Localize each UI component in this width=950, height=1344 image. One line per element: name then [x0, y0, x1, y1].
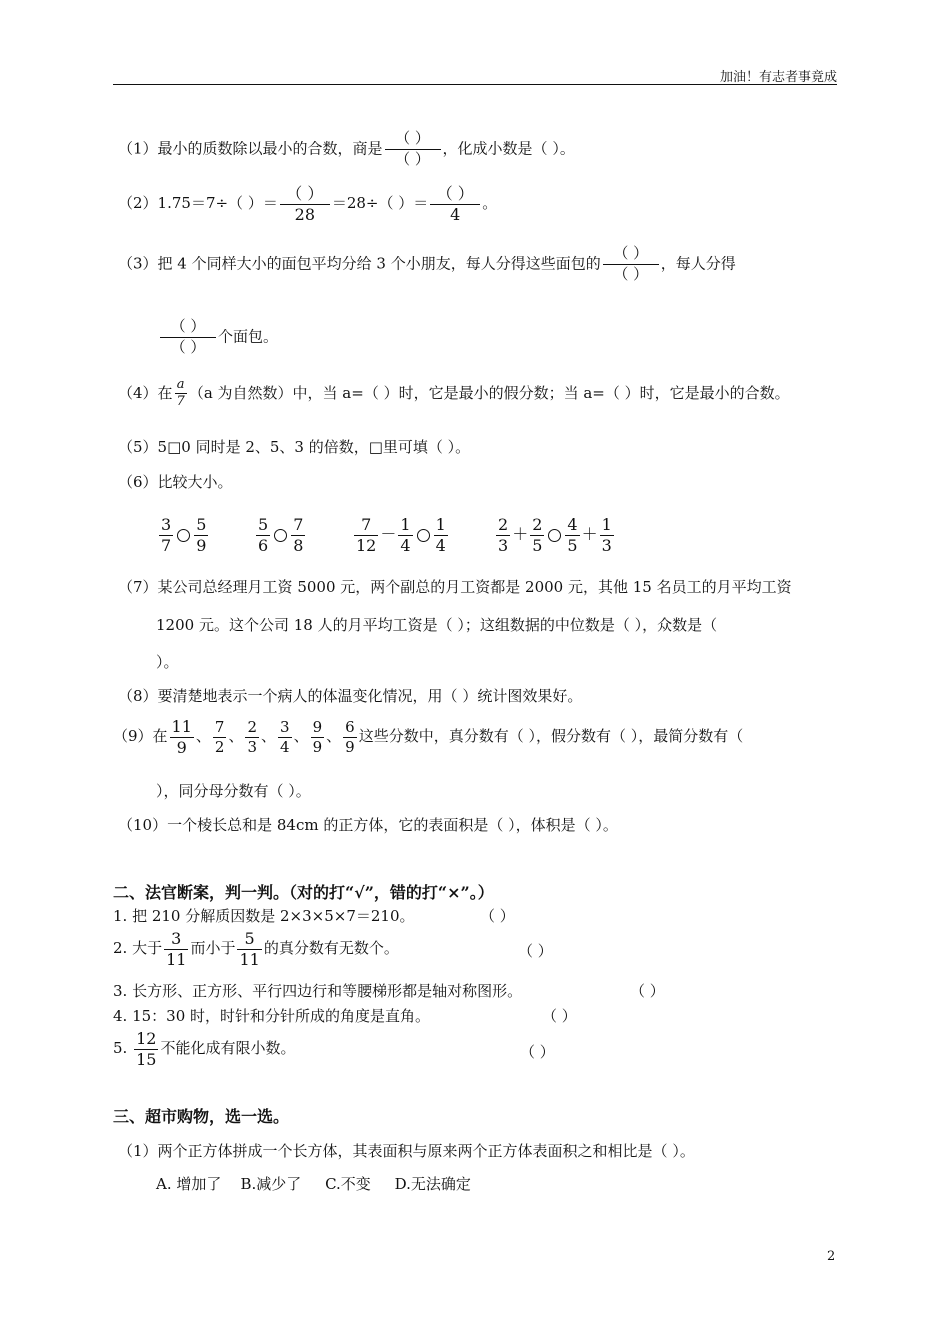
- denominator: 9: [176, 737, 187, 757]
- numerator: 3: [161, 515, 172, 534]
- numerator: 1: [400, 515, 411, 534]
- judge-answer-3[interactable]: （ ）: [630, 982, 665, 1000]
- compare-circle[interactable]: [274, 529, 287, 542]
- denominator: （ ）: [395, 150, 430, 168]
- q9-text-a: （9）在: [113, 727, 168, 746]
- q4-text-b: （a 为自然数）中，当 a=（ ）时，它是最小的假分数；当 a=（ ）时，它是最小的合数。: [188, 383, 790, 402]
- numerator: 11: [171, 717, 192, 736]
- q1-text: （1）最小的质数除以最小的合数，商是: [118, 139, 383, 158]
- fraction: [278, 719, 292, 755]
- choose-question-1: （1）两个正方体拼成一个长方体，其表面积与原来两个正方体表面积之和相比是（ ）。: [118, 1142, 695, 1160]
- question-7-line-1: （7）某公司总经理月工资 5000 元，两个副总的月工资都是 2000 元，其他 15 名员工的月平均工资: [118, 578, 792, 596]
- q3-text-c: 个面包。: [218, 327, 279, 346]
- q3-blank-fraction-2[interactable]: [160, 318, 216, 357]
- numerator: 6: [345, 718, 355, 737]
- fraction: [398, 516, 412, 554]
- question-6: （6）比较大小。: [118, 473, 233, 491]
- fraction: [530, 516, 544, 554]
- judge-answer-4[interactable]: （ ）: [542, 1007, 577, 1025]
- question-10: （10）一个棱长总和是 84cm 的正方体，它的表面积是（ ），体积是（ ）。: [118, 816, 618, 834]
- compare-item-4: [494, 516, 616, 554]
- denominator: 8: [293, 535, 304, 555]
- fraction: [354, 516, 378, 554]
- denominator: 5: [532, 535, 543, 555]
- numerator: 7: [214, 718, 225, 737]
- header-motto: 加油！有志者事竟成: [719, 70, 837, 85]
- numerator: 9: [312, 718, 323, 737]
- question-1: [118, 130, 575, 169]
- denominator: （ ）: [613, 265, 649, 283]
- separator: 、: [261, 727, 277, 746]
- fraction: [134, 1030, 158, 1068]
- denominator: 9: [312, 737, 323, 756]
- operator: ＋: [512, 524, 529, 544]
- compare-item-1: [157, 516, 210, 554]
- operator: －: [380, 524, 397, 544]
- numerator: 3: [164, 930, 188, 950]
- denominator: 4: [280, 737, 290, 756]
- header-rule: [113, 84, 837, 85]
- fraction: [600, 516, 614, 554]
- separator: 、: [195, 727, 211, 746]
- numerator: 12: [136, 1029, 157, 1048]
- fraction: [256, 516, 270, 554]
- numerator: 5: [258, 515, 269, 534]
- numerator: 5: [196, 515, 207, 534]
- numerator: （ ）: [430, 185, 480, 205]
- q1-blank-fraction[interactable]: [385, 130, 441, 169]
- judge-item-5: 5. $\frac{12}{15}$ 不能化成有限小数。: [113, 1029, 296, 1069]
- judge-item-3: 3. 长方形、正方形、平行四边行和等腰梯形都是轴对称图形。: [113, 982, 523, 1000]
- denominator: 28: [294, 204, 315, 224]
- denominator: 11: [239, 949, 260, 969]
- fraction: [164, 930, 188, 968]
- judge-item-2: 2. 大于 $\frac{3}{11}$ 而小于 $\frac{5}{11}$ 的真分数有无数个。: [113, 929, 399, 969]
- question-4: [118, 378, 790, 410]
- fraction: [291, 516, 305, 554]
- compare-item-3: [352, 516, 450, 554]
- separator: 、: [326, 727, 342, 746]
- denominator: 6: [258, 535, 269, 555]
- q2-text-c: 。: [482, 194, 498, 213]
- question-9: [113, 718, 743, 756]
- page-number: 2: [827, 1249, 836, 1264]
- q2-text-b: ＝28÷（ ）＝: [331, 194, 429, 213]
- separator: 、: [228, 727, 244, 746]
- denominator: 3: [601, 535, 612, 555]
- q2-fraction-1[interactable]: [280, 185, 330, 223]
- denominator: 4: [400, 535, 411, 555]
- numerator: 7: [354, 516, 378, 536]
- q9-text-b: 这些分数中，真分数有（ ），假分数有（ ），最简分数有（: [358, 727, 744, 746]
- operator: ＋: [581, 524, 598, 544]
- fraction: [434, 516, 448, 554]
- numerator: a: [175, 378, 187, 394]
- judge-item-4: 4. 15：30 时，时针和分针所成的角度是直角。: [113, 1007, 431, 1025]
- denominator: 2: [214, 737, 225, 756]
- denominator: 4: [435, 535, 446, 555]
- denominator: 4: [450, 204, 461, 224]
- numerator: （ ）: [385, 130, 441, 150]
- question-2: [118, 185, 497, 223]
- section-3-heading: 三、超市购物，选一选。: [113, 1107, 290, 1126]
- denominator: 7: [161, 535, 172, 555]
- fraction: [311, 719, 325, 755]
- denominator: 12: [356, 535, 377, 555]
- denominator: 9: [345, 737, 355, 756]
- compare-circle[interactable]: [548, 529, 561, 542]
- judge-answer-1[interactable]: （ ）: [480, 907, 515, 925]
- numerator: 4: [567, 515, 578, 534]
- separator: 、: [293, 727, 309, 746]
- q3-blank-fraction-1[interactable]: [603, 245, 659, 284]
- fraction: [496, 516, 510, 554]
- numerator: 7: [293, 515, 304, 534]
- judge-answer-2[interactable]: （ ）: [518, 942, 553, 960]
- fraction: [245, 719, 259, 755]
- denominator: 3: [498, 535, 509, 555]
- numerator: （ ）: [160, 318, 216, 338]
- section-2-heading: 二、法官断案，判一判。（对的打“√”，错的打“×”。）: [113, 883, 494, 902]
- denominator: 11: [166, 949, 187, 969]
- q2-fraction-2[interactable]: [430, 185, 480, 223]
- q4-fraction: [175, 378, 187, 410]
- compare-circle[interactable]: [417, 529, 430, 542]
- numerator: （ ）: [280, 185, 330, 205]
- question-5: （5）5□0 同时是 2、5、3 的倍数，□里可填（ ）。: [118, 438, 471, 456]
- q1-text-end: ，化成小数是（ ）。: [442, 139, 575, 158]
- question-8: （8）要清楚地表示一个病人的体温变化情况，用（ ）统计图效果好。: [118, 687, 583, 705]
- numerator: 3: [280, 718, 290, 737]
- denominator: 5: [567, 535, 578, 555]
- denominator: 7: [176, 394, 185, 410]
- numerator: 1: [601, 515, 612, 534]
- fraction: [170, 718, 194, 756]
- numerator: 5: [237, 930, 261, 950]
- fraction: [194, 516, 208, 554]
- question-3-cont: [158, 318, 278, 357]
- numerator: （ ）: [603, 245, 659, 265]
- numerator: 1: [435, 515, 446, 534]
- q4-text-a: （4）在: [118, 383, 173, 402]
- denominator: （ ）: [170, 338, 206, 356]
- judge-item-1: 1. 把 210 分解质因数是 2×3×5×7＝210。: [113, 907, 415, 925]
- q3-text-a: （3）把 4 个同样大小的面包平均分给 3 个小朋友，每人分得这些面包的: [118, 254, 601, 273]
- compare-circle[interactable]: [177, 529, 190, 542]
- denominator: 9: [196, 535, 207, 555]
- q3-text-b: ，每人分得: [660, 254, 736, 273]
- judge-answer-5[interactable]: （ ）: [520, 1043, 555, 1061]
- question-7-line-2: 1200 元。这个公司 18 人的月平均工资是（ ）；这组数据的中位数是（ ），众数是（: [156, 616, 718, 634]
- denominator: 3: [247, 737, 258, 756]
- fraction: [565, 516, 579, 554]
- denominator: 15: [136, 1049, 157, 1069]
- choose-options[interactable]: A. 增加了 B.减少了 C.不变 D.无法确定: [156, 1175, 471, 1193]
- question-7-line-3: ）。: [156, 653, 179, 671]
- numerator: 2: [247, 718, 258, 737]
- question-9-line-2: ），同分母分数有（ ）。: [156, 782, 311, 800]
- numerator: 2: [532, 515, 543, 534]
- numerator: 2: [498, 515, 509, 534]
- fraction: [343, 719, 357, 755]
- fraction: [159, 516, 173, 554]
- fraction: [237, 930, 261, 968]
- fraction: [213, 719, 227, 755]
- q2-text-a: （2）1.75＝7÷（ ）＝: [118, 194, 278, 213]
- question-3: [118, 245, 736, 284]
- compare-item-2: [254, 516, 307, 554]
